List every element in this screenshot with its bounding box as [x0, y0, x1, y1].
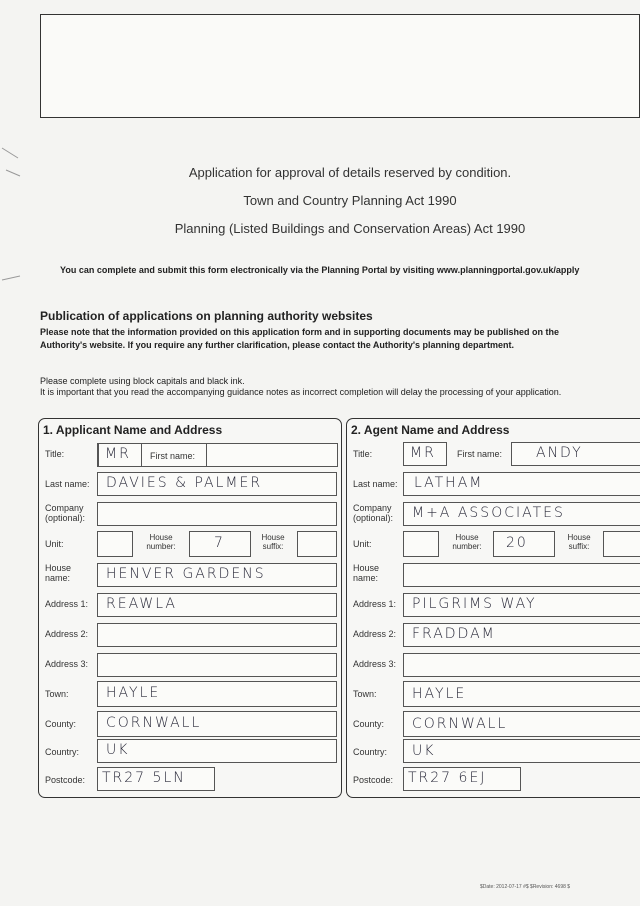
applicant-house-number-value: 7	[214, 535, 225, 551]
form-title: Application for approval of details reserved by condition.	[188, 165, 512, 180]
agent-address2-value: FRADDAM	[412, 626, 496, 642]
address2-label: Address 2:	[45, 629, 89, 639]
applicant-postcode-value: TR27 5LN	[102, 770, 186, 786]
agent-postcode-label: Postcode:	[353, 775, 394, 785]
applicant-first-name-field[interactable]	[206, 443, 338, 467]
agent-company-value: M+A ASSOCIATES	[412, 505, 565, 521]
applicant-country-value: UK	[106, 742, 130, 758]
agent-address2-label: Address 2:	[353, 629, 397, 639]
applicant-title-field[interactable]	[98, 443, 142, 467]
agent-section	[346, 418, 640, 798]
agent-county-label: County:	[353, 719, 385, 729]
agent-title-value: MR	[410, 445, 436, 461]
agent-address3-field[interactable]	[403, 653, 640, 677]
agent-unit-field[interactable]	[403, 531, 439, 557]
agent-title-label: Title:	[353, 449, 373, 459]
house-name-label: House name:	[45, 563, 72, 583]
agent-country-value: UK	[412, 743, 436, 759]
agent-county-field[interactable]	[403, 711, 640, 737]
agent-house-number-field[interactable]	[493, 531, 555, 557]
agent-company-field[interactable]	[403, 502, 640, 526]
applicant-house-number-field[interactable]	[189, 531, 251, 557]
company-label: Company (optional):	[45, 503, 86, 523]
portal-note: You can complete and submit this form electronically via the Planning Portal by visiting www.planningportal.gov.uk/apply	[60, 265, 580, 275]
applicant-title-value: MR	[105, 446, 131, 462]
applicant-section	[38, 418, 342, 798]
agent-house-number-label: House number:	[452, 533, 482, 551]
house-number-label: House number:	[146, 533, 176, 551]
address3-label: Address 3:	[45, 659, 89, 669]
agent-town-label: Town:	[353, 689, 377, 699]
agent-address3-label: Address 3:	[353, 659, 397, 669]
applicant-unit-field[interactable]	[97, 531, 133, 557]
agent-country-field[interactable]	[403, 739, 640, 763]
agent-address1-field[interactable]	[403, 593, 640, 617]
applicant-postcode-field[interactable]	[97, 767, 215, 791]
applicant-county-field[interactable]	[97, 711, 337, 737]
applicant-house-suffix-field[interactable]	[297, 531, 337, 557]
publication-heading: Publication of applications on planning authority websites	[40, 309, 373, 323]
applicant-town-value: HAYLE	[106, 685, 161, 701]
last-name-label: Last name:	[45, 479, 90, 489]
country-label: Country:	[45, 747, 80, 757]
applicant-house-name-value: HENVER GARDENS	[106, 566, 266, 582]
agent-address1-label: Address 1:	[353, 599, 397, 609]
agent-last-name-field[interactable]	[403, 472, 640, 496]
county-label: County:	[45, 719, 77, 729]
instruction-1: Please complete using block capitals and black ink.	[40, 376, 245, 386]
agent-house-suffix-field[interactable]	[603, 531, 640, 557]
title-label: Title:	[45, 449, 65, 459]
agent-town-field[interactable]	[403, 681, 640, 707]
act-line-1: Town and Country Planning Act 1990	[243, 193, 457, 208]
agent-first-name-label: First name:	[457, 449, 503, 459]
agent-postcode-value: TR27 6EJ	[408, 770, 487, 786]
applicant-town-field[interactable]	[97, 681, 337, 707]
house-suffix-label: House suffix:	[261, 533, 285, 551]
applicant-address1-field[interactable]	[97, 593, 337, 617]
address1-label: Address 1:	[45, 599, 89, 609]
agent-address2-field[interactable]	[403, 623, 640, 647]
office-use-box	[40, 14, 640, 118]
agent-last-name-label: Last name:	[353, 479, 398, 489]
applicant-house-name-field[interactable]	[97, 563, 337, 587]
agent-house-name-label: House name:	[353, 563, 380, 583]
instruction-2: It is important that you read the accompanying guidance notes as incorrect completion will delay the processing of your application.	[40, 387, 562, 397]
applicant-last-name-field[interactable]	[97, 472, 337, 496]
agent-first-name-field[interactable]	[511, 442, 640, 466]
applicant-country-field[interactable]	[97, 739, 337, 763]
agent-house-suffix-label: House suffix:	[567, 533, 591, 551]
agent-unit-label: Unit:	[353, 539, 372, 549]
unit-label: Unit:	[45, 539, 64, 549]
act-line-2: Planning (Listed Buildings and Conservation Areas) Act 1990	[174, 221, 526, 236]
applicant-company-field[interactable]	[97, 502, 337, 526]
publication-text-1: Please note that the information provided on this application form and in supporting documents may be published on the	[40, 327, 560, 337]
applicant-address1-value: REAWLA	[106, 596, 177, 612]
applicant-title-row	[97, 443, 337, 467]
applicant-address2-field[interactable]	[97, 623, 337, 647]
town-label: Town:	[45, 689, 69, 699]
agent-county-value: CORNWALL	[412, 716, 508, 732]
agent-address1-value: PILGRIMS WAY	[412, 596, 537, 612]
agent-last-name-value: LATHAM	[414, 475, 484, 491]
agent-house-number-value: 20	[506, 535, 528, 551]
scan-margin-marks	[0, 130, 40, 290]
applicant-last-name-value: DAVIES & PALMER	[106, 475, 263, 491]
agent-title-field[interactable]	[403, 442, 447, 466]
applicant-address3-field[interactable]	[97, 653, 337, 677]
applicant-section-title: 1. Applicant Name and Address	[43, 423, 223, 437]
agent-country-label: Country:	[353, 747, 388, 757]
applicant-county-value: CORNWALL	[106, 715, 202, 731]
agent-postcode-field[interactable]	[403, 767, 521, 791]
publication-text-2: Authority's website. If you require any further clarification, please contact the Authority's planning department.	[40, 340, 515, 350]
agent-first-name-value: ANDY	[536, 445, 583, 461]
agent-company-label: Company (optional):	[353, 503, 394, 523]
first-name-label: First name:	[150, 451, 196, 461]
postcode-label: Postcode:	[45, 775, 86, 785]
agent-section-title: 2. Agent Name and Address	[351, 423, 510, 437]
agent-house-name-field[interactable]	[403, 563, 640, 587]
agent-town-value: HAYLE	[412, 686, 467, 702]
revision-footer: $Date: 2012-07-17 #$ $Revision: 4698 $	[480, 884, 571, 890]
